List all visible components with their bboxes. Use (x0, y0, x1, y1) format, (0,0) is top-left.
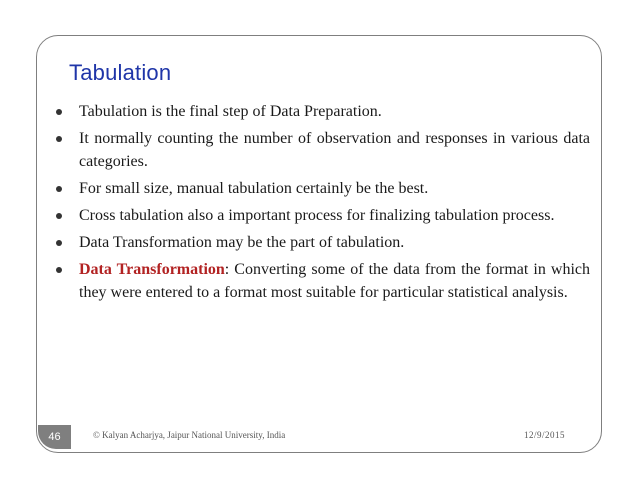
bullet-item (48, 258, 590, 304)
bullet-dot-icon (56, 136, 62, 142)
bullet-item (48, 177, 590, 200)
bullet-dot-icon (56, 240, 62, 246)
slide-title: Tabulation (69, 60, 172, 85)
bullet-item (48, 100, 590, 123)
bullet-list (48, 100, 590, 308)
bullet-text: For small size, manual tabulation certainly be the best. (79, 180, 429, 197)
bullet-dot-icon (56, 109, 62, 115)
bullet-text: It normally counting the number of observation and responses in various data categories. (79, 130, 590, 170)
bullet-item (48, 204, 590, 227)
bullet-text: : Converting some of the data from the format in which they were entered to a format most suitable for particular statistical analysis. (79, 261, 590, 301)
bullet-item (48, 127, 590, 173)
slide-number: 46 (38, 425, 71, 449)
footer-copyright: © Kalyan Acharjya, Jaipur National University, India (93, 430, 286, 440)
bullet-dot-icon (56, 213, 62, 219)
bullet-term: Data Transformation (79, 261, 225, 278)
bullet-dot-icon (56, 267, 62, 273)
bullet-item (48, 231, 590, 254)
bullet-text: Tabulation is the final step of Data Preparation. (79, 103, 382, 120)
bullet-text: Data Transformation may be the part of tabulation. (79, 234, 405, 251)
bullet-text: Cross tabulation also a important process for finalizing tabulation process. (79, 207, 555, 224)
footer-date: 12/9/2015 (524, 430, 566, 440)
bullet-dot-icon (56, 186, 62, 192)
